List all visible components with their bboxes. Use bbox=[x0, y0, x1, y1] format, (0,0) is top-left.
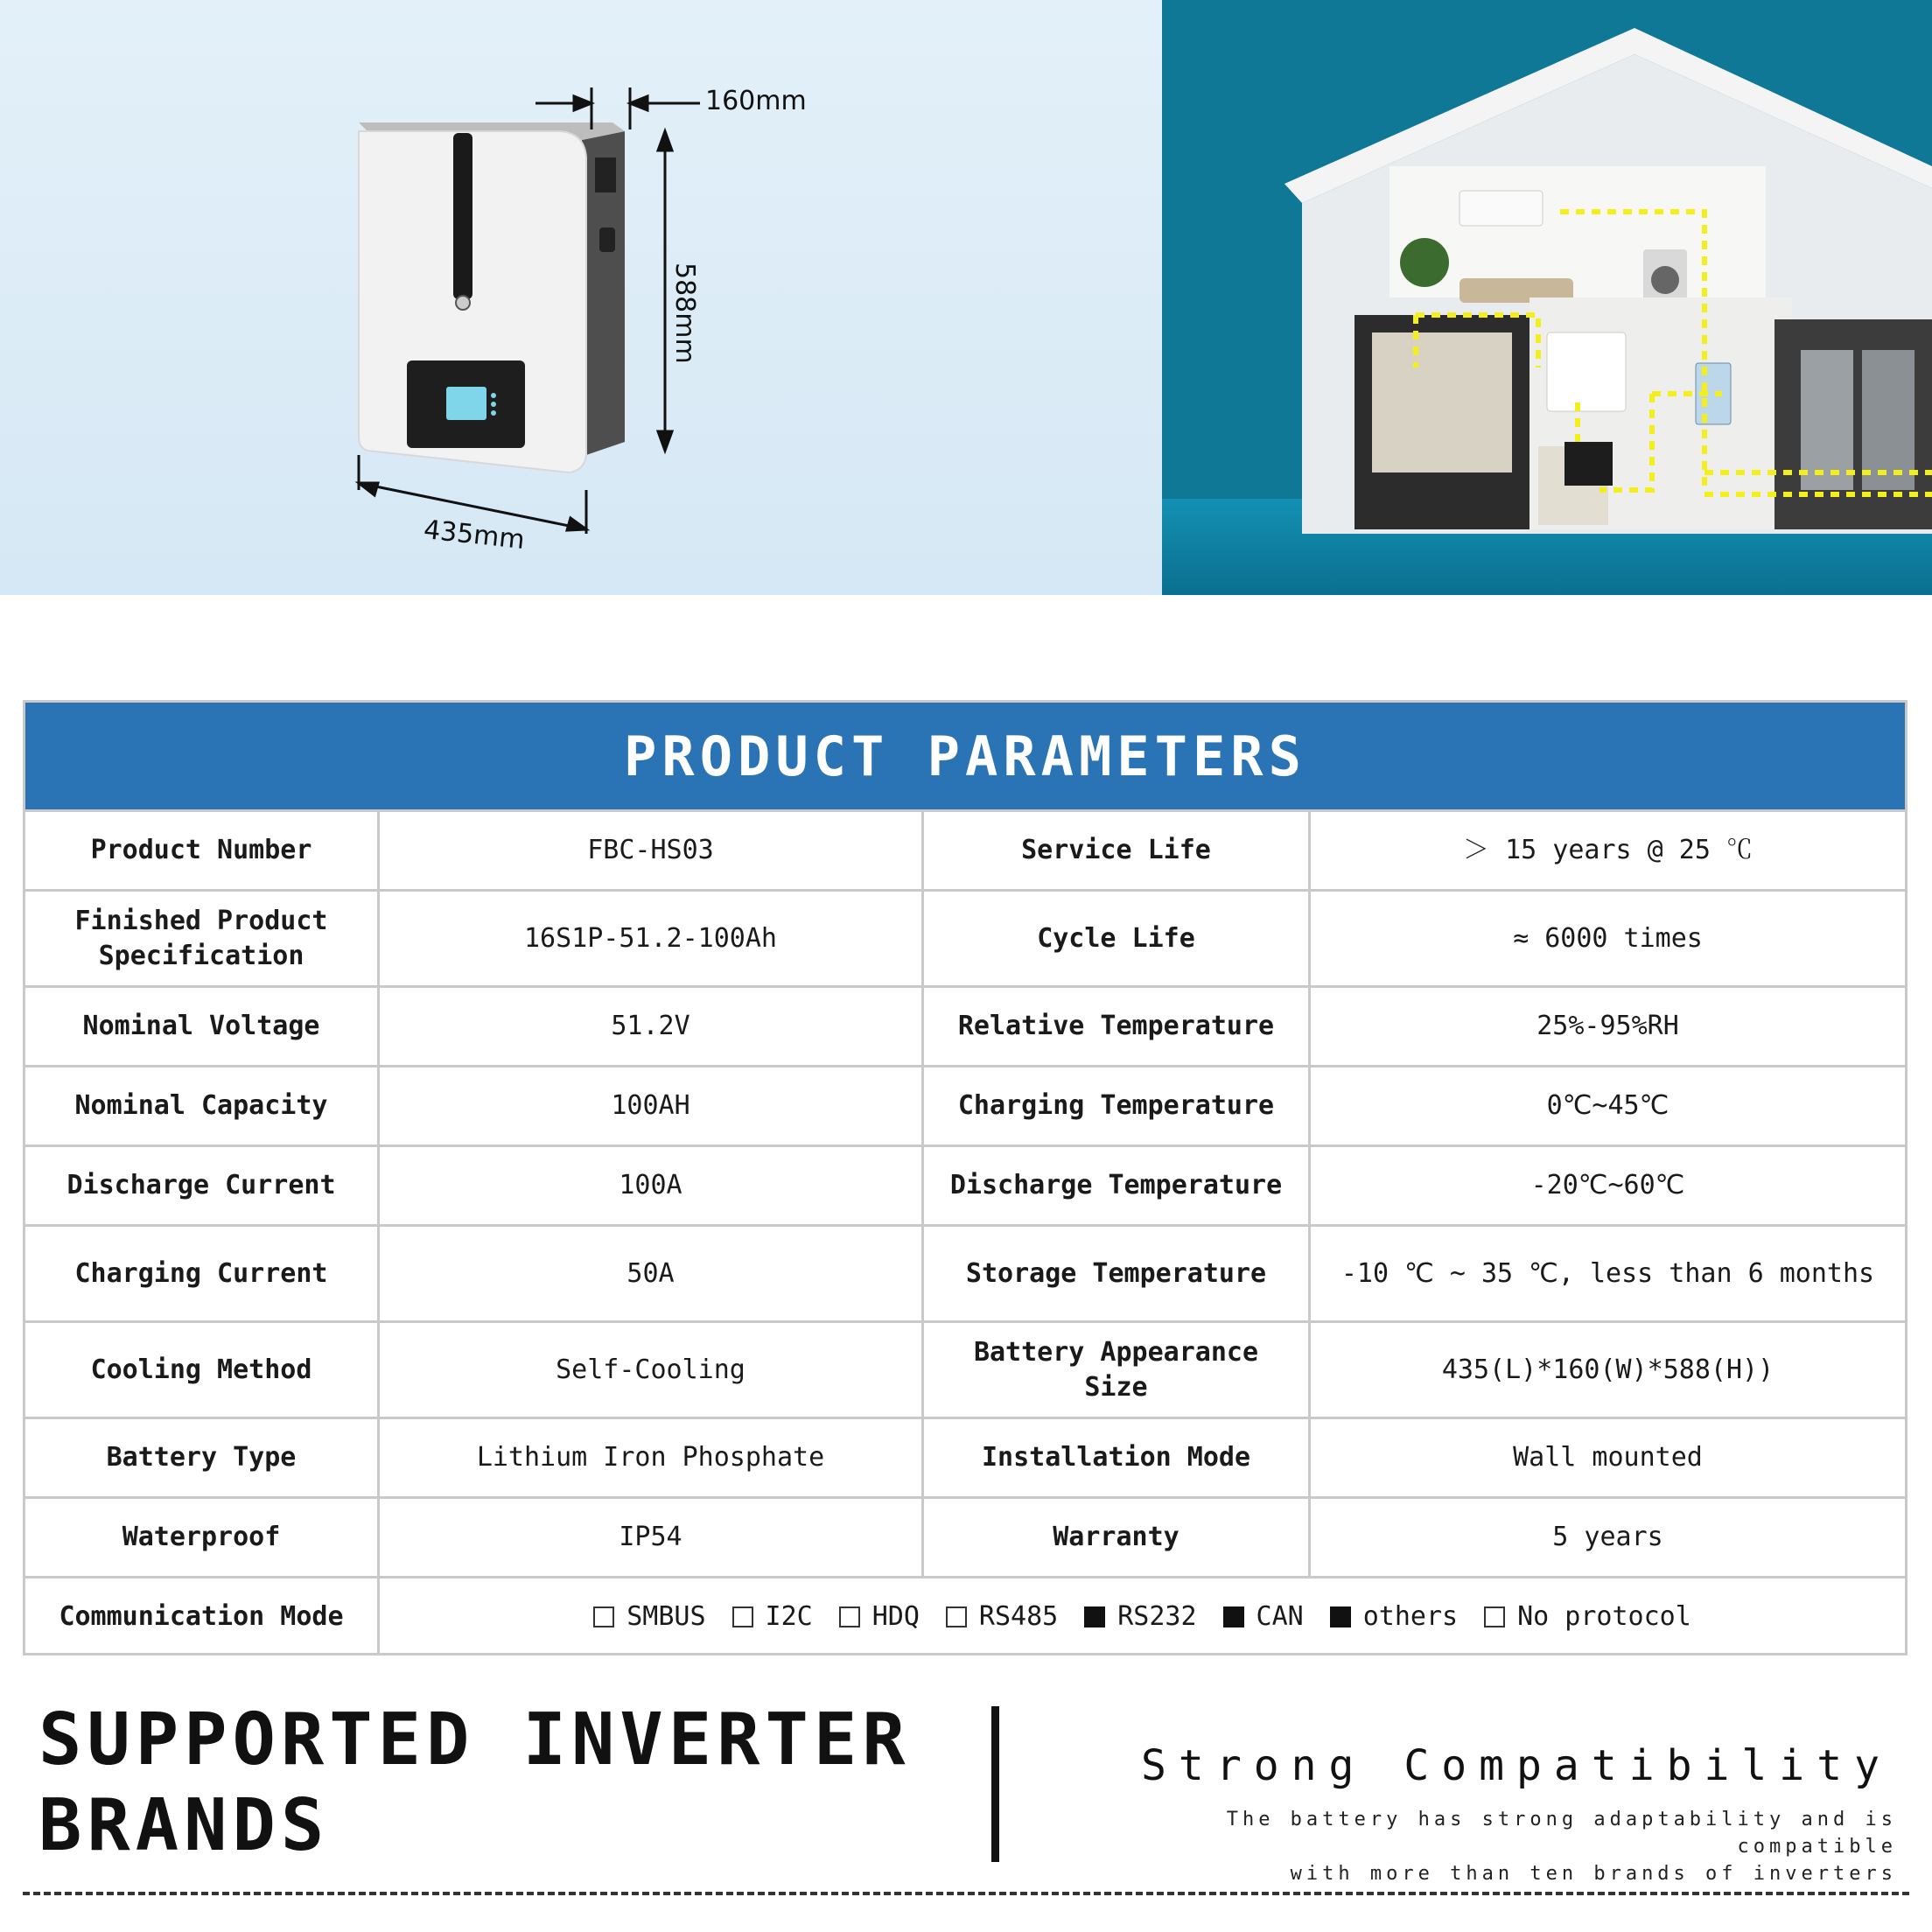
row-value: Wall mounted bbox=[1308, 1419, 1905, 1496]
option-can bbox=[1223, 1600, 1304, 1634]
table-row bbox=[25, 809, 1905, 889]
row-label: Charging Temperature bbox=[921, 1068, 1308, 1144]
row-label: Discharge Temperature bbox=[921, 1147, 1308, 1224]
battery-illustration bbox=[0, 0, 1162, 595]
row-value: 100A bbox=[377, 1147, 921, 1224]
option-smbus bbox=[593, 1600, 705, 1634]
row-value: 5 years bbox=[1308, 1499, 1905, 1576]
row-label: Storage Temperature bbox=[921, 1227, 1308, 1320]
table-title: PRODUCT PARAMETERS bbox=[624, 724, 1306, 788]
row-value: Self-Cooling bbox=[377, 1323, 921, 1417]
option-i2c bbox=[732, 1600, 813, 1634]
compatibility-description bbox=[1057, 1806, 1897, 1887]
vertical-divider bbox=[991, 1706, 999, 1862]
option-rs485 bbox=[946, 1600, 1058, 1634]
option-rs232 bbox=[1084, 1600, 1196, 1634]
table-header bbox=[25, 703, 1905, 809]
row-label: Nominal Capacity bbox=[74, 1090, 328, 1121]
row-label: Relative Temperature bbox=[921, 988, 1308, 1065]
option-label: HDQ bbox=[872, 1601, 920, 1632]
checkbox-i2c bbox=[732, 1606, 753, 1628]
option-label: I2C bbox=[765, 1601, 813, 1632]
house-diagram bbox=[1162, 0, 1932, 595]
row-label: Cycle Life bbox=[921, 892, 1308, 985]
row-label: Warranty bbox=[921, 1499, 1308, 1576]
row-label: Product Number bbox=[90, 835, 312, 865]
row-value: FBC-HS03 bbox=[377, 812, 921, 889]
communication-options bbox=[377, 1578, 1905, 1656]
product-parameters-table bbox=[23, 700, 1908, 1656]
row-label: Battery Type bbox=[106, 1442, 297, 1473]
height-dimension-label: 588mm bbox=[669, 262, 700, 364]
table-row bbox=[25, 1224, 1905, 1320]
row-label: Nominal Voltage bbox=[82, 1011, 320, 1041]
compatibility-title: Strong Compatibility bbox=[1141, 1741, 1892, 1790]
table-row bbox=[25, 1320, 1905, 1417]
row-value: Lithium Iron Phosphate bbox=[377, 1419, 921, 1496]
home-energy-illustration bbox=[1162, 0, 1932, 595]
checkbox-others bbox=[1330, 1606, 1351, 1628]
row-label: Finished Product Specification bbox=[74, 905, 328, 971]
heading-line-2: BRANDS bbox=[38, 1784, 330, 1867]
row-value: -10 ℃ ~ 35 ℃, less than 6 months bbox=[1308, 1227, 1905, 1320]
checkbox-hdq bbox=[839, 1606, 860, 1628]
row-value: 100AH bbox=[377, 1068, 921, 1144]
row-value: 50A bbox=[377, 1227, 921, 1320]
row-value: 0℃~45℃ bbox=[1308, 1068, 1905, 1144]
row-value: 25%-95%RH bbox=[1308, 988, 1905, 1065]
row-value: ＞ 15 years @ 25 ℃ bbox=[1308, 812, 1905, 889]
description-line-1: The battery has strong adaptability and is compatible bbox=[1226, 1809, 1897, 1858]
row-label: Battery Appearance Size bbox=[921, 1323, 1308, 1417]
row-value: IP54 bbox=[377, 1499, 921, 1576]
table-row bbox=[25, 985, 1905, 1065]
option-no-protocol bbox=[1484, 1600, 1691, 1634]
option-label: CAN bbox=[1256, 1601, 1304, 1632]
row-label: Discharge Current bbox=[66, 1170, 336, 1200]
row-value: 51.2V bbox=[377, 988, 921, 1065]
heading-line-1: SUPPORTED INVERTER bbox=[38, 1698, 911, 1782]
table-row bbox=[25, 1496, 1905, 1576]
option-label: RS232 bbox=[1117, 1601, 1197, 1632]
description-line-2: with more than ten brands of inverters bbox=[1290, 1863, 1897, 1885]
option-label: others bbox=[1362, 1601, 1459, 1632]
row-label: Installation Mode bbox=[921, 1419, 1308, 1496]
checkbox-no-protocol bbox=[1484, 1606, 1505, 1628]
supported-brands-heading bbox=[38, 1698, 966, 1869]
dashed-divider bbox=[23, 1892, 1909, 1895]
row-value: 435(L)*160(W)*588(H)) bbox=[1308, 1323, 1905, 1417]
row-value: -20℃~60℃ bbox=[1308, 1147, 1905, 1224]
communication-row bbox=[25, 1576, 1905, 1656]
checkbox-rs485 bbox=[946, 1606, 967, 1628]
row-value: ≈ 6000 times bbox=[1308, 892, 1905, 985]
width-dimension-label: 435mm bbox=[422, 514, 527, 556]
row-value: 16S1P-51.2-100Ah bbox=[377, 892, 921, 985]
battery-dimension-image bbox=[0, 0, 1162, 595]
table-row bbox=[25, 1417, 1905, 1496]
checkbox-smbus bbox=[593, 1606, 614, 1628]
table-row bbox=[25, 889, 1905, 985]
row-label: Cooling Method bbox=[90, 1354, 312, 1385]
row-label: Service Life bbox=[921, 812, 1308, 889]
option-hdq bbox=[839, 1600, 920, 1634]
row-label: Waterproof bbox=[122, 1522, 281, 1552]
depth-dimension-label: 160mm bbox=[705, 86, 807, 116]
option-label: RS485 bbox=[978, 1601, 1059, 1632]
checkbox-can bbox=[1223, 1606, 1244, 1628]
table-row bbox=[25, 1144, 1905, 1224]
communication-label: Communication Mode bbox=[59, 1601, 344, 1632]
option-others bbox=[1330, 1600, 1458, 1634]
checkbox-rs232 bbox=[1084, 1606, 1105, 1628]
row-label: Charging Current bbox=[74, 1257, 328, 1289]
option-label: SMBUS bbox=[626, 1601, 706, 1632]
table-row bbox=[25, 1065, 1905, 1144]
option-label: No protocol bbox=[1517, 1601, 1691, 1632]
